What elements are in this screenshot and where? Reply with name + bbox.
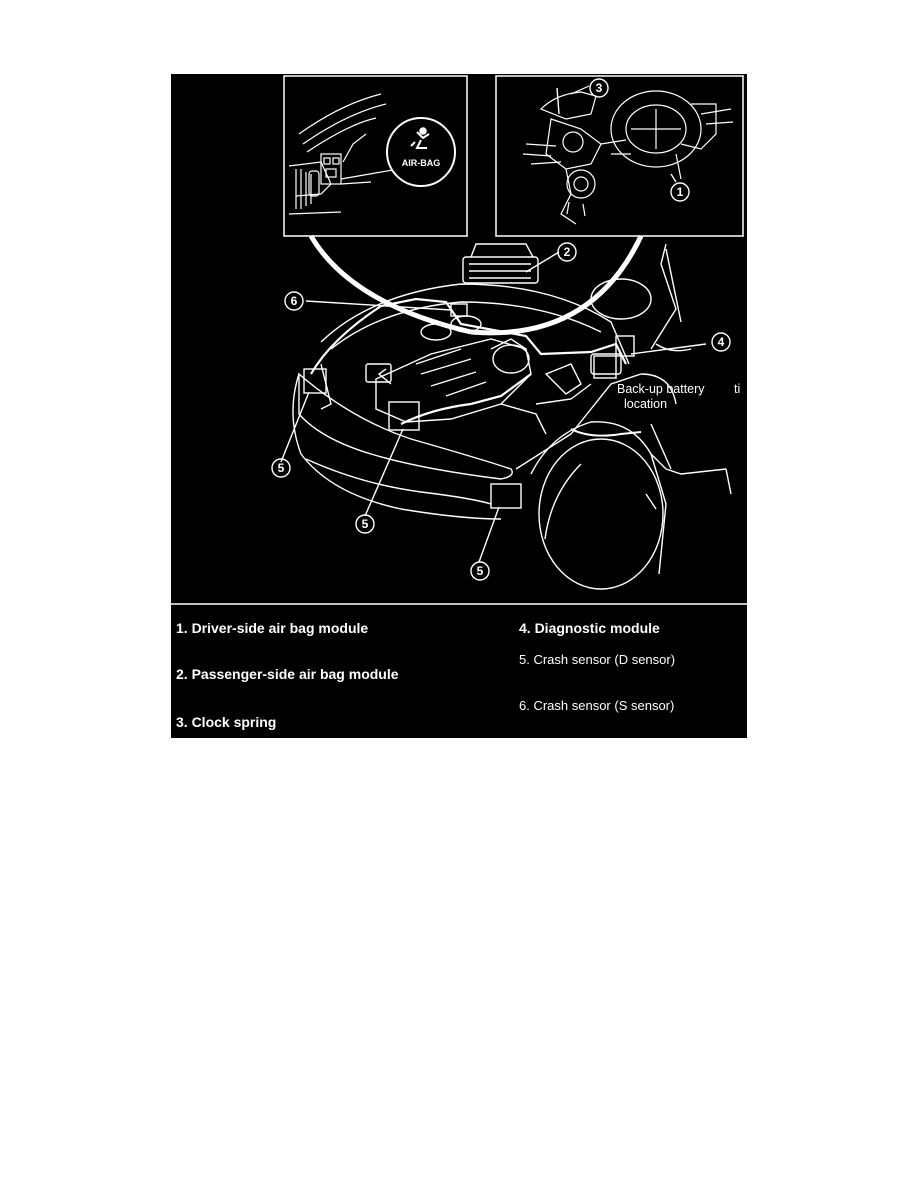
airbag-badge-text: AIR-BAG — [401, 158, 441, 168]
legend-item-4: 4. Diagnostic module — [519, 620, 660, 636]
callout-label-6: 6 — [290, 294, 298, 308]
backup-battery-suffix: ti — [734, 382, 741, 396]
connector-arc-left — [311, 236, 471, 332]
legend-item-5: 5. Crash sensor (D sensor) — [519, 652, 676, 667]
callout-label-2: 2 — [563, 245, 571, 259]
callout-label-3: 3 — [595, 81, 603, 95]
diagnostic-module-box — [594, 356, 616, 378]
callout-label-5b: 5 — [361, 517, 369, 531]
airbag-system-diagram — [171, 74, 747, 738]
airbag-person-icon — [411, 132, 429, 148]
callout-label-4: 4 — [717, 335, 725, 349]
legend-item-1: 1. Driver-side air bag module — [176, 620, 369, 636]
callout-label-1: 1 — [676, 185, 684, 199]
legend-item-2: 2. Passenger-side air bag module — [176, 666, 399, 682]
backup-battery-label — [617, 382, 705, 396]
inset-left-frame — [284, 76, 467, 236]
dashboard-detail — [289, 94, 393, 214]
backup-battery-line1: Back-up battery — [617, 382, 705, 396]
callout-label-5c: 5 — [476, 564, 484, 578]
callout-label-5a: 5 — [277, 461, 285, 475]
crash-sensor-right — [491, 484, 521, 508]
steering-assembly — [523, 86, 733, 224]
legend-item-3: 3. Clock spring — [176, 714, 277, 730]
backup-battery-line2: location — [624, 397, 668, 411]
inset-right-frame — [496, 76, 743, 236]
vehicle-outline — [281, 88, 731, 589]
legend-item-6: 6. Crash sensor (S sensor) — [519, 698, 675, 713]
